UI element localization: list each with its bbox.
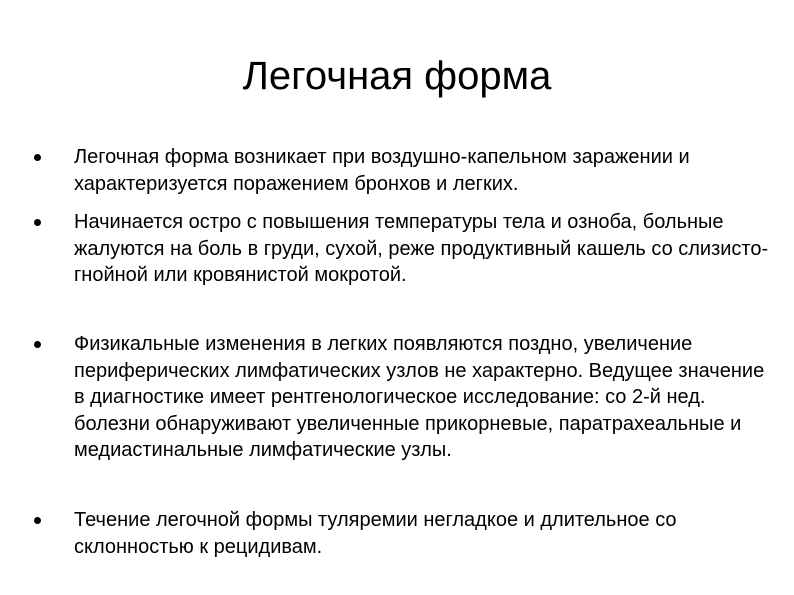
bullet-text: Начинается остро с повышения температуры тела и озноба, больные жалуются на боль в груди, сухой, реже продуктивный кашель со слизисто-гнойной или кровянистой мокротой. [74, 211, 769, 286]
bullet-dot-icon [34, 341, 41, 348]
bullet-dot-icon [34, 219, 41, 226]
slide-title: Легочная форма [242, 54, 552, 98]
bullet-text: Физикальные изменения в легких появляются поздно, увеличение периферических лимфатических узлов не характерно. Ведущее значение в диагностике имеет рентгенологическое исследование: со 2-й нед. болезни обнаруживают увеличенные прикорневые, паратрахеальные и медиастинальные лимфатические узлы. [74, 333, 765, 461]
bullet-item [74, 507, 774, 560]
bullet-dot-icon [34, 154, 41, 161]
bullet-dot-icon [34, 517, 41, 524]
bullet-item [74, 331, 774, 464]
bullet-item [74, 209, 774, 289]
bullet-text: Легочная форма возникает при воздушно-капельном заражении и характеризуется поражением бронхов и легких. [74, 146, 690, 195]
bullet-item [74, 144, 774, 197]
bullet-text: Течение легочной формы туляремии негладкое и длительное со склонностью к рецидивам. [74, 509, 677, 558]
